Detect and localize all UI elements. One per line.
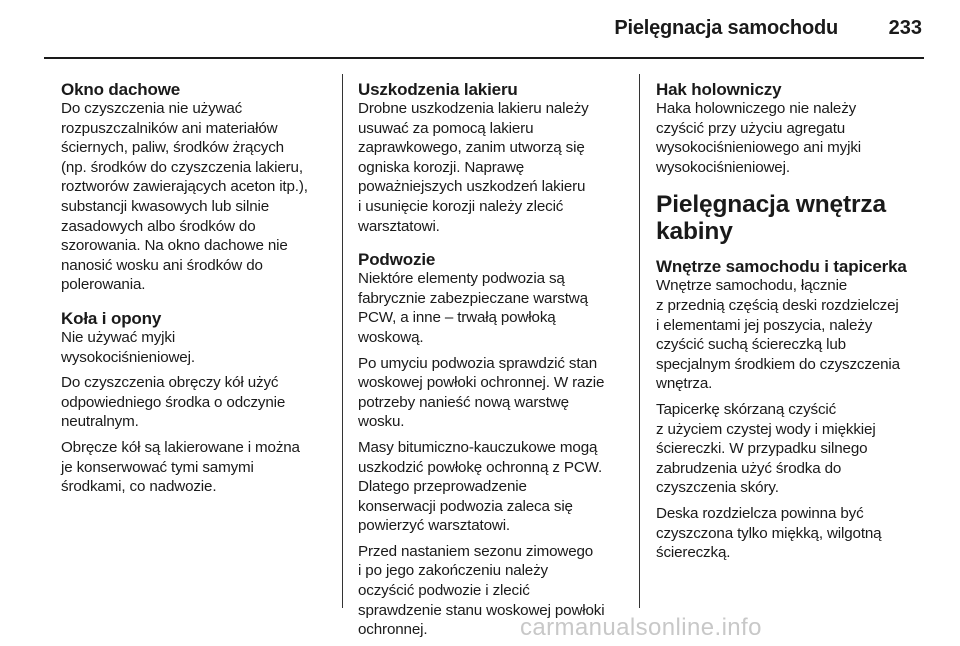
section-title: Pielęgnacja samochodu [614,17,838,39]
paragraph-underbody-2: Po umyciu podwozia sprawdzić stan woskowej powłoki ochronnej. W razie potrzeby nanieść nową warstwę wosku. [358,354,605,431]
paragraph-wheels-3: Obręcze kół są lakierowane i można je konserwować tymi samymi środkami, co nadwozie. [61,438,300,496]
page-number: 233 [888,17,922,39]
column-divider-2 [639,74,640,608]
paragraph-wheels-2: Do czyszczenia obręczy kół użyć odpowiedniego środka o odczynie neutralnym. [61,374,286,431]
paragraph-paint-damage: Drobne uszkodzenia lakieru należy usuwać za pomocą lakieru zaprawkowego, zanim utworzą się ogniska korozji. Naprawę poważniejszych uszkodzeń lakieru i usunięcie korozji należy zlecić warsztatowi. [358,100,589,235]
paragraph-upholstery-3: Deska rozdzielcza powinna być czyszczona tylko miękką, wilgotną ściereczką. [656,504,882,562]
column-2 [358,80,626,646]
paragraph-underbody-4: Przed nastaniem sezonu zimowego i po jego zakończeniu należy oczyścić podwozie i zlecić sprawdzenie stanu woskowej powłoki ochronnej. [358,542,605,639]
column-1 [61,80,329,503]
paragraph-sunroof: Do czyszczenia nie używać rozpuszczalników ani materiałów ściernych, paliw, środków żrących (np. środków do czyszczenia lakieru, roztworów zawierających aceton itp.), substancji kwasowych lub silnie zasadowych albo środków do szorowania. Na okno dachowe nie nanosić wosku ani środków do polerowania. [61,100,308,294]
watermark: carmanualsonline.info [520,614,762,641]
column-divider-1 [342,74,343,608]
paragraph-upholstery-1: Wnętrze samochodu, łącznie z przednią częścią deski rozdzielczej i elementami jej poszycia, należy czyścić suchą ściereczką lub specjalnym środkiem do czyszczenia wnętrza. [656,277,900,393]
heading-upholstery: Wnętrze samochodu i tapicerka [656,257,907,277]
heading-paint-damage: Uszkodzenia lakieru [358,80,518,99]
paragraph-wheels-1: Nie używać myjki wysokociśnieniowej. [61,328,195,366]
heading-interior-care: Pielęgnacja wnętrza kabiny [656,191,886,246]
header-divider [44,57,924,59]
paragraph-upholstery-2: Tapicerkę skórzaną czyścić z użyciem czystej wody i miękkiej ściereczki. W przypadku silnego zabrudzenia użyć środka do czyszczenia skóry. [656,400,876,497]
column-3 [656,80,924,569]
heading-wheels: Koła i opony [61,308,162,328]
paragraph-underbody-3: Masy bitumiczno-kauczukowe mogą uszkodzić powłokę ochronną z PCW. Dlatego przeprowadzenie konserwacji podwozia zaleca się powierzyć warsztatowi. [358,438,603,535]
heading-underbody: Podwozie [358,250,436,270]
heading-tow-hitch: Hak holowniczy [656,80,782,99]
heading-sunroof: Okno dachowe [61,80,181,99]
paragraph-tow-hitch: Haka holowniczego nie należy czyścić przy użyciu agregatu wysokociśnieniowego ani myjki wysokociśnieniowej. [656,100,861,176]
paragraph-underbody-1: Niektóre elementy podwozia są fabrycznie zabezpieczane warstwą PCW, a inne – trwałą powłoką woskową. [358,270,588,346]
page-header [0,0,960,60]
